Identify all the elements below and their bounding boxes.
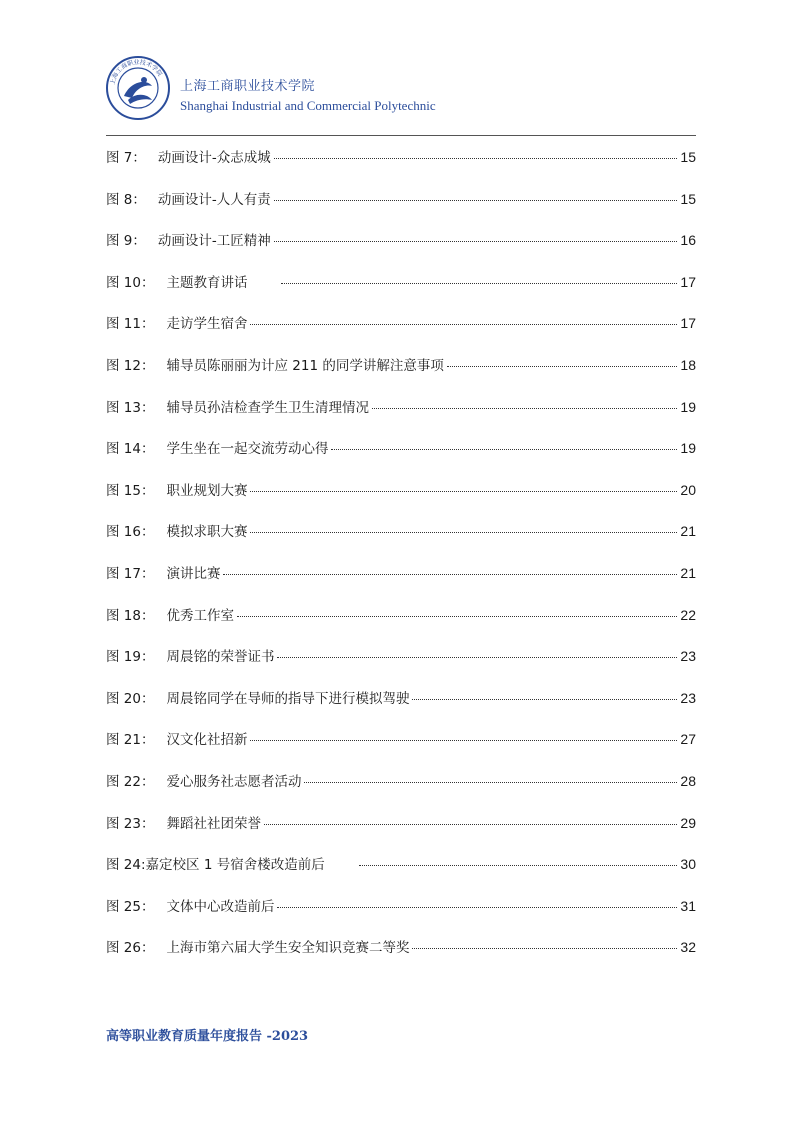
school-name-en: Shanghai Industrial and Commercial Polytechnic — [180, 98, 436, 113]
page-footer: 高等职业教育质量年度报告 -2023 — [106, 1029, 309, 1044]
toc-dot-leader — [331, 448, 677, 450]
toc-page-number: 19 — [680, 398, 696, 415]
toc-figure-title: 上海市第六届大学生安全知识竞赛二等奖 — [166, 940, 410, 957]
toc-dot-leader — [281, 282, 677, 284]
toc-dot-leader — [250, 739, 677, 741]
toc-figure-title: 嘉定校区 1 号宿舍楼改造前后 — [145, 857, 325, 874]
toc-figure-title: 演讲比赛 — [166, 565, 221, 582]
toc-entry[interactable] — [106, 853, 696, 895]
toc-dot-leader — [277, 656, 677, 658]
toc-page-number: 31 — [680, 897, 696, 914]
toc-dot-leader — [412, 947, 677, 949]
toc-dot-leader — [274, 199, 678, 201]
toc-figure-title: 辅导员陈丽丽为计应 211 的同学讲解注意事项 — [166, 357, 444, 374]
toc-figure-title: 主题教育讲话 — [166, 274, 248, 291]
toc-figure-label: 图 12： — [106, 357, 155, 374]
figure-list — [106, 146, 696, 978]
toc-dot-leader — [237, 615, 677, 617]
toc-dot-leader — [277, 906, 677, 908]
toc-page-number: 28 — [680, 772, 696, 789]
toc-figure-label: 图 24: — [106, 857, 146, 874]
page-header — [106, 56, 696, 120]
toc-figure-title: 文体中心改造前后 — [166, 898, 275, 915]
toc-entry[interactable] — [106, 354, 696, 396]
toc-figure-label: 图 26： — [106, 940, 155, 957]
toc-figure-label: 图 22： — [106, 773, 155, 790]
toc-dot-leader — [359, 864, 678, 866]
toc-figure-label: 图 10： — [106, 274, 155, 291]
toc-figure-label: 图 25： — [106, 898, 155, 915]
toc-figure-title: 周晨铭的荣誉证书 — [166, 649, 275, 666]
toc-entry[interactable] — [106, 188, 696, 230]
toc-page-number: 27 — [680, 731, 696, 748]
toc-figure-label: 图 23： — [106, 815, 155, 832]
toc-figure-label: 图 17： — [106, 565, 155, 582]
toc-entry[interactable] — [106, 562, 696, 604]
toc-figure-title: 爱心服务社志愿者活动 — [166, 773, 302, 790]
toc-figure-label: 图 14： — [106, 441, 155, 458]
toc-dot-leader — [264, 823, 677, 825]
toc-figure-label: 图 20： — [106, 690, 155, 707]
toc-entry[interactable] — [106, 437, 696, 479]
toc-page-number: 29 — [680, 814, 696, 831]
toc-entry[interactable] — [106, 936, 696, 978]
toc-dot-leader — [250, 490, 677, 492]
toc-page-number: 18 — [680, 356, 696, 373]
toc-figure-label: 图 13： — [106, 399, 155, 416]
toc-figure-title: 动画设计-众志成城 — [157, 150, 271, 166]
toc-dot-leader — [447, 365, 678, 367]
toc-figure-label: 图 19： — [106, 649, 155, 666]
logo-ring-text: 上海工商职业技术学院 — [109, 58, 164, 86]
toc-figure-title: 汉文化社招新 — [166, 732, 248, 749]
toc-page-number: 32 — [680, 939, 696, 956]
toc-entry[interactable] — [106, 271, 696, 313]
toc-dot-leader — [274, 240, 678, 242]
toc-figure-title: 职业规划大赛 — [166, 482, 248, 499]
school-name-cn: 上海工商职业技术学院 — [180, 79, 316, 94]
toc-figure-title: 动画设计-工匠精神 — [157, 233, 271, 250]
toc-page-number: 22 — [680, 606, 696, 623]
toc-entry[interactable] — [106, 728, 696, 770]
toc-dot-leader — [372, 407, 677, 409]
toc-figure-title: 舞蹈社社团荣誉 — [166, 815, 261, 832]
toc-dot-leader — [412, 698, 677, 700]
toc-dot-leader — [250, 323, 677, 325]
toc-page-number: 21 — [680, 564, 696, 581]
toc-figure-title: 辅导员孙洁检查学生卫生清理情况 — [166, 399, 369, 416]
toc-dot-leader — [274, 157, 678, 159]
toc-entry[interactable] — [106, 895, 696, 937]
toc-entry[interactable] — [106, 520, 696, 562]
toc-figure-label: 图 8： — [106, 191, 146, 208]
toc-dot-leader — [250, 531, 677, 533]
toc-figure-label: 图 18： — [106, 607, 155, 624]
school-emblem-icon — [106, 56, 170, 120]
toc-entry[interactable] — [106, 687, 696, 729]
toc-page-number: 20 — [680, 481, 696, 498]
toc-entry[interactable] — [106, 312, 696, 354]
toc-dot-leader — [223, 573, 677, 575]
toc-figure-label: 图 11： — [106, 316, 155, 333]
toc-page-number: 23 — [680, 689, 696, 706]
toc-figure-label: 图 7： — [106, 150, 146, 166]
toc-page-number: 17 — [680, 315, 696, 332]
toc-figure-title: 模拟求职大赛 — [166, 524, 248, 541]
toc-entry[interactable] — [106, 770, 696, 812]
toc-figure-label: 图 21： — [106, 732, 155, 749]
toc-dot-leader — [304, 781, 677, 783]
toc-figure-label: 图 16： — [106, 524, 155, 541]
toc-entry[interactable] — [106, 479, 696, 521]
toc-page-number: 19 — [680, 440, 696, 457]
toc-figure-title: 优秀工作室 — [166, 607, 234, 624]
header-divider — [106, 135, 696, 136]
toc-page-number: 17 — [680, 273, 696, 290]
toc-figure-label: 图 9： — [106, 233, 146, 250]
toc-page-number: 30 — [680, 856, 696, 873]
toc-page-number: 16 — [680, 232, 696, 249]
toc-figure-title: 走访学生宿舍 — [166, 316, 248, 333]
toc-figure-label: 图 15： — [106, 482, 155, 499]
toc-entry[interactable] — [106, 812, 696, 854]
toc-entry[interactable] — [106, 229, 696, 271]
toc-page-number: 15 — [680, 149, 696, 165]
toc-page-number: 23 — [680, 648, 696, 665]
toc-figure-title: 学生坐在一起交流劳动心得 — [166, 441, 329, 458]
toc-figure-title: 动画设计-人人有责 — [157, 191, 271, 208]
toc-figure-title: 周晨铭同学在导师的指导下进行模拟驾驶 — [166, 690, 410, 707]
toc-entry[interactable] — [106, 604, 696, 646]
toc-entry[interactable] — [106, 396, 696, 438]
toc-page-number: 15 — [680, 190, 696, 207]
toc-entry[interactable] — [106, 645, 696, 687]
toc-page-number: 21 — [680, 523, 696, 540]
toc-entry[interactable] — [106, 146, 696, 188]
